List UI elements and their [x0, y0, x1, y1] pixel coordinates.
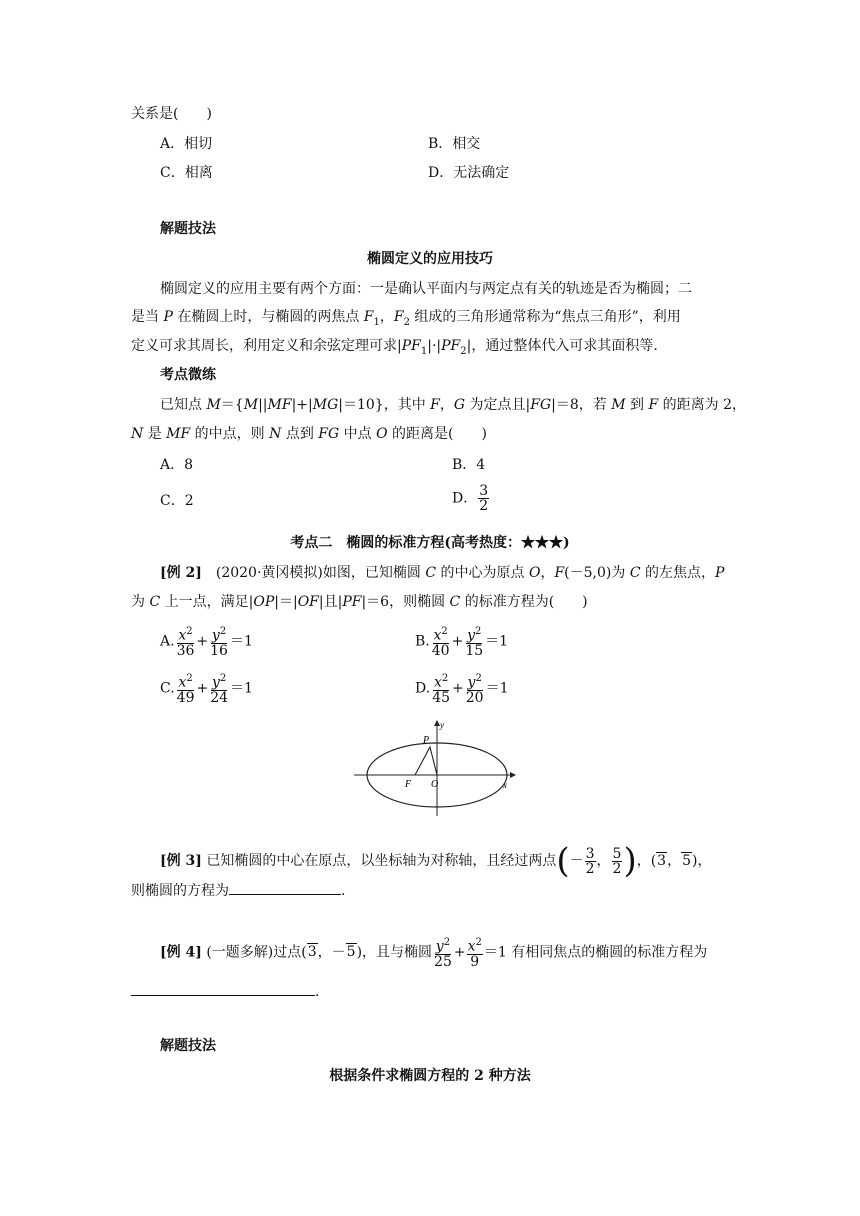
tips2-title: 根据条件求椭圆方程的 2 种方法: [329, 1068, 531, 1084]
answer-blank: [131, 983, 315, 996]
tips1-title: 椭圆定义的应用技巧: [367, 251, 493, 267]
label-O: O: [431, 779, 439, 790]
label-x: x: [503, 780, 507, 790]
fraction: $\frac{3}{2}$: [479, 483, 489, 514]
ellipse-figure: [350, 716, 520, 818]
label-P: P: [423, 735, 430, 746]
q1-option-d: D．无法确定: [428, 165, 510, 181]
tips1-line1: 椭圆定义的应用主要有两个方面：一是确认平面内与两定点有关的轨迹是否为椭圆；二: [160, 281, 692, 297]
practice-option-d: D． $\frac{3}{2}$: [452, 483, 489, 514]
label-F: F: [405, 779, 412, 790]
ex2-option-b: B. $\frac{x^2}{40}$ + $\frac{y^2}{15}$ ＝1: [415, 626, 509, 659]
tips2-heading: 解题技法: [160, 1038, 216, 1054]
practice-line1: 已知点 M＝{M||MF|+|MG|＝10}，其中 F，G 为定点且|FG|＝8，若 M 到 F 的距离为 2，: [160, 397, 747, 413]
q1-option-c: C．相离: [160, 165, 213, 181]
ex4-line2: .: [131, 982, 319, 1002]
answer-blank: [229, 882, 341, 895]
ex2-line2: 为 C 上一点，满足|OP|＝|OF|且|PF|＝6，则椭圆 C 的标准方程为( ): [131, 594, 588, 610]
tips1-line3: 定义可求其周长，利用定义和余弦定理可求$|PF_1|\cdot|PF_2|$，通过整体代入可求其面积等.: [131, 338, 658, 357]
ex2-option-a: A. $\frac{x^2}{36}$ + $\frac{y^2}{16}$ ＝1: [160, 626, 253, 659]
q1-option-b: B．相交: [428, 136, 481, 152]
ex3-line2: 则椭圆的方程为 .: [131, 883, 346, 899]
ex4-line1: [例 4] (一题多解)过点(3，－5)，且与椭圆 $\frac{y^2}{25}$ + $\frac{x^2}{9}$ ＝1 有相同焦点的椭圆的标准方程为: [160, 937, 708, 970]
ex2-option-c: C. $\frac{x^2}{49}$ + $\frac{y^2}{24}$ ＝1: [160, 673, 253, 706]
practice-heading: 考点微练: [160, 367, 216, 383]
ex2-line1: [例 2] (2020·黄冈模拟)如图，已知椭圆 C 的中心为原点 O，F(－5,0)为 C 的左焦点，P: [160, 565, 725, 581]
ex3-line1: [例 3] 已知椭圆的中心在原点，以坐标轴为对称轴，且经过两点(－ $\frac{3}{2}$ ， $\frac{5}{2}$ )，(3，5)，: [160, 841, 712, 881]
x-axis-arrow: [510, 772, 516, 778]
practice-option-c: C．2: [160, 493, 194, 509]
q1-option-a: A．相切: [160, 136, 213, 152]
tips1-line2: 是当 P 在椭圆上时，与椭圆的两焦点 $F_1$，$F_2$ 组成的三角形通常称为“焦点三角形”，利用: [131, 309, 681, 328]
practice-option-b: B．4: [452, 457, 486, 473]
focal-triangle: [415, 747, 437, 775]
practice-option-a: A．8: [160, 457, 194, 473]
q1-stem-tail: 关系是( ): [131, 106, 212, 122]
section2-title: 考点二 椭圆的标准方程(高考热度：★★★): [290, 535, 570, 551]
ex2-option-d: D. $\frac{x^2}{45}$ + $\frac{y^2}{20}$ ＝1: [415, 673, 509, 706]
label-y: y: [440, 720, 444, 730]
tips1-heading: 解题技法: [160, 221, 216, 237]
practice-line2: N 是 MF 的中点，则 N 点到 FG 中点 O 的距离是( ): [131, 426, 487, 442]
